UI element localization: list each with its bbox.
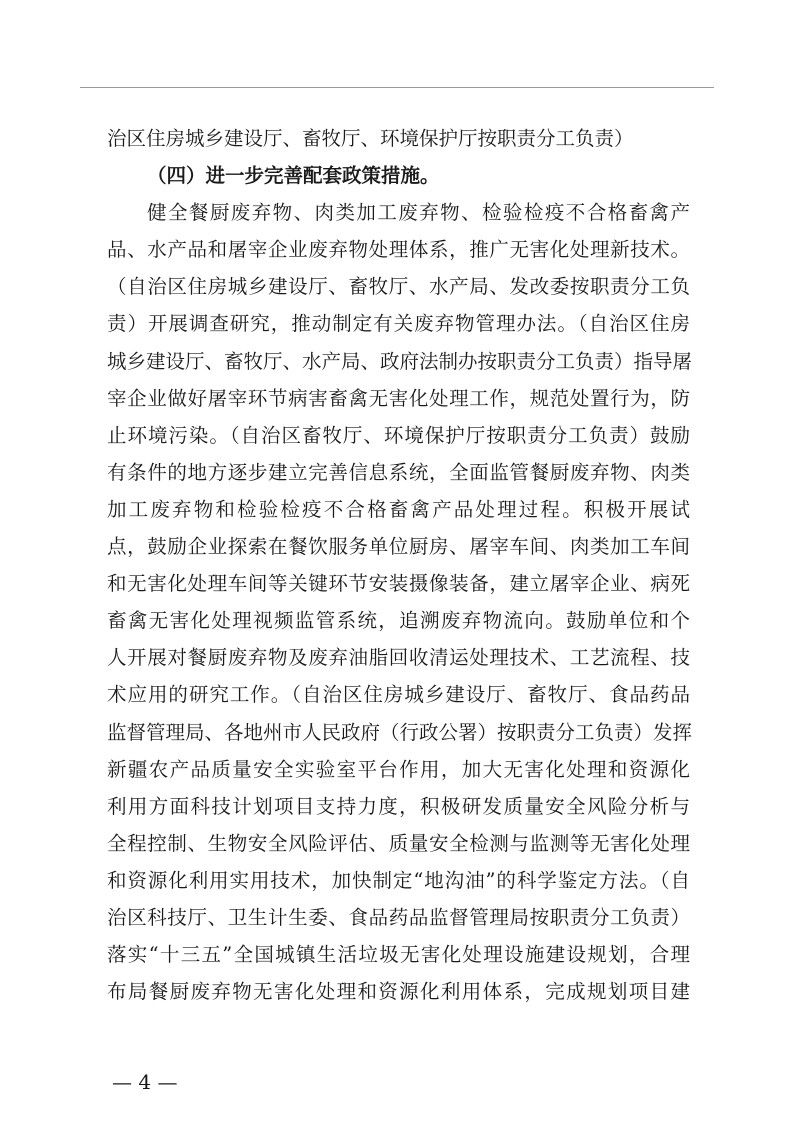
text-line: 治区科技厅、卫生计生委、食品药品监督管理局按职责分工负责）: [107, 905, 690, 929]
text-line: 品、水产品和屠宰企业废弃物处理体系，推广无害化处理新技术。: [107, 238, 690, 262]
text-line: 术应用的研究工作。（自治区住房城乡建设厅、畜牧厅、食品药品: [107, 683, 690, 707]
text-line: 止环境污染。（自治区畜牧厅、环境保护厅按职责分工负责）鼓励: [107, 423, 690, 447]
text-line: 新疆农产品质量安全实验室平台作用，加大无害化处理和资源化: [107, 757, 690, 781]
text-line: 治区住房城乡建设厅、畜牧厅、环境保护厅按职责分工负责）: [107, 127, 634, 150]
text-line: 健全餐厨废弃物、肉类加工废弃物、检验检疫不合格畜禽产: [147, 201, 690, 225]
text-line: 落实“十三五”全国城镇生活垃圾无害化处理设施建设规划，合理: [107, 943, 690, 967]
text-line: 加工废弃物和检验检疫不合格畜禽产品处理过程。积极开展试: [107, 497, 690, 521]
page-number: — 4 —: [112, 1070, 178, 1094]
text-line: 城乡建设厅、畜牧厅、水产局、政府法制办按职责分工负责）指导屠: [107, 349, 693, 373]
text-line: 监督管理局、各地州市人民政府（行政公署）按职责分工负责）发挥: [107, 720, 693, 744]
text-line: 点，鼓励企业探索在餐饮服务单位厨房、屠宰车间、肉类加工车间: [107, 535, 690, 559]
text-line: 利用方面科技计划项目支持力度，积极研发质量安全风险分析与: [107, 794, 690, 818]
text-line: 全程控制、生物安全风险评估、质量安全检测与监测等无害化处理: [107, 831, 690, 855]
section-heading: （四）进一步完善配套政策措施。: [147, 164, 440, 188]
text-line: 布局餐厨废弃物无害化处理和资源化利用体系，完成规划项目建: [107, 980, 690, 1004]
document-body: [107, 120, 693, 1010]
text-line: 责）开展调查研究，推动制定有关废弃物管理办法。（自治区住房: [107, 312, 690, 336]
text-line: 宰企业做好屠宰环节病害畜禽无害化处理工作，规范处置行为，防: [107, 386, 690, 410]
header-rule: [80, 87, 714, 88]
text-line: （自治区住房城乡建设厅、畜牧厅、水产局、发改委按职责分工负: [107, 275, 690, 299]
text-line: 人开展对餐厨废弃物及废弃油脂回收清运处理技术、工艺流程、技: [107, 646, 690, 670]
text-line: 和无害化处理车间等关键环节安装摄像装备，建立屠宰企业、病死: [107, 572, 690, 596]
text-line: 有条件的地方逐步建立完善信息系统，全面监管餐厨废弃物、肉类: [107, 460, 690, 484]
text-line: 畜禽无害化处理视频监管系统，追溯废弃物流向。鼓励单位和个: [107, 609, 690, 633]
text-line: 和资源化利用实用技术，加快制定“地沟油”的科学鉴定方法。（自: [107, 868, 690, 892]
